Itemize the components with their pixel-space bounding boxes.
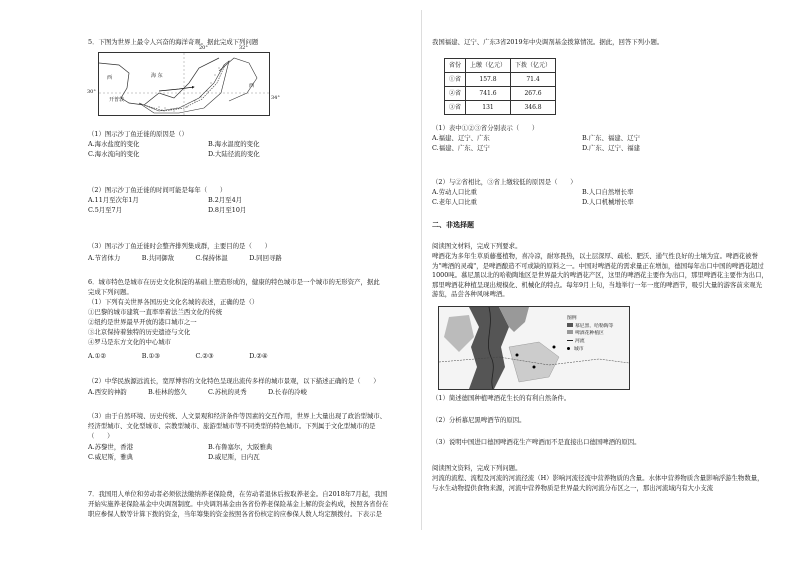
q5-1-options [88,140,328,159]
q6-3-line3: （ ） [88,432,114,440]
table-header: 省份 [445,59,466,73]
q7-line3: 职应参保人数等计算下拨的资金，当年筹集的资金按照各省份核定的应参保人数人均定额拨付。下表示是 [88,510,382,518]
table-cell: 71.4 [511,73,556,87]
table-row [445,87,556,101]
table-header: 下拨（亿元） [511,59,556,73]
q7-2-opt-d[interactable]: D.人口机械增长率 [582,197,634,206]
q7-2-options [432,188,732,207]
legend-swatch-4 [567,347,570,350]
q6-3-opt-a[interactable]: A.苏黎世，香港 [88,443,133,451]
q7-1-options [432,134,732,153]
q5-1-opt-c[interactable]: C.海水流向的变化 [88,149,140,158]
map-lat-right: 34° [271,95,280,101]
q5-2: （2）图示沙丁鱼迁徙的时间可能是每年（ ） [88,186,227,194]
legend-item-4: 城市 [574,346,584,352]
q6-3-options [88,443,328,462]
q6-2-opt-b[interactable]: B.桂林的悠久 [148,388,187,396]
q5-1-opt-d[interactable]: D.大陆径流的变化 [208,149,260,158]
q5-3-opt-c[interactable]: C.保持体温 [195,254,228,262]
q6-2: （2）中华民族源远流长，宽厚博容的文化特色呈现出流传多样的城市景观，以下描述正确的是（ ） [88,377,380,385]
q6-3-opt-b[interactable]: B.布鲁塞尔，大阪雅典 [208,443,273,451]
q7-line1: 7．我国用人单位和劳动者必须依法缴纳养老保险费，在劳动者退休后按取养老金。自2018年7月起，我国 [88,490,388,498]
q8-material: 啤酒花为多年生草质藤蔓植物，喜冷凉，耐寒畏热，以土层深厚、疏松、肥沃、通气性良好的土壤为宜。啤酒花被誉为"啤酒的灵魂"，是啤酒酿造不可或缺的原料之一。中国对啤酒花的需求量正在增加，德国每年出口中国的啤酒花超过1000吨。慕尼黑以北的哈勒陶地区是世界最大的啤酒花产区，这里的啤酒花主要作为出口，那里啤酒花主要作为出口，那里啤酒花种植呈现出规模化、机械化的特点。每年9月上旬，当地举行一年一度的啤酒节，吸引大量的游客前来观光游览，品尝各种风味啤酒。 [432,252,768,299]
q5-3-options [88,254,303,264]
q5-2-opt-c[interactable]: C.5月至7月 [88,205,122,214]
q5-3-opt-a[interactable]: A.节省体力 [88,254,121,262]
q6-1-opt-b[interactable]: B.①③ [141,352,160,360]
q7-1-opt-a[interactable]: A.福建、辽宁、广东 [432,134,490,142]
q6-1-item-2: ②纽约是世界最早开放的港口城市之一 [88,318,197,326]
sardine-map [87,45,280,116]
q7-2: （2）与②省相比，③省上缴较低的原因是（ ） [432,178,577,186]
q6-3-opt-d[interactable]: D.威尼斯，日内瓦 [208,452,260,461]
q6-2-opt-a[interactable]: A.西安的神韵 [88,388,127,396]
q8-1: （1）简述德国种植啤酒花生长的有利自然条件。 [432,394,571,402]
q5-1-opt-b[interactable]: B.海水温度的变化 [208,140,260,148]
table-row [445,101,556,115]
q7-1-opt-d[interactable]: D.广东、辽宁、福建 [582,143,641,152]
map-lat-bottom: 30° [87,89,96,95]
q6-1-item-4: ④罗马是东方文化的中心城市 [88,338,172,346]
q8-head: 阅读图文材料，完成下列要求。 [432,242,522,250]
q5-3-opt-b[interactable]: B.共同御敌 [141,254,175,262]
q6-3-line2: 经济型城市、文化型城市、宗教型城市、旅游型城市等不同类型的特色城市。下列属于文化型城市的是 [88,422,376,430]
q6-3-opt-c[interactable]: C.威尼斯，雅典 [88,452,134,461]
q6-1-options [88,352,303,362]
q6-1-opt-c[interactable]: C.②③ [195,352,214,360]
map-land-west: 西 [107,75,113,81]
q7-2-opt-b[interactable]: B.人口自然增长率 [582,188,634,196]
legend-item-1: 慕尼黑、哈勒陶等 [575,323,614,329]
q5-1: （1）图示沙丁鱼迁徙的原因是（） [88,130,188,138]
legend-item-3: 河流 [575,339,585,345]
q6-2-opt-d[interactable]: D.长春的冷峻 [268,388,307,396]
q5-2-opt-d[interactable]: D.8月至10月 [208,205,247,214]
table-cell: 131 [466,101,511,115]
q5-intro: 5．下图为世界上最令人兴奋的海洋奇观。据此完成下列问题 [88,38,259,46]
q6-2-options [88,388,328,398]
q7-1-opt-b[interactable]: B.广东、福建、辽宁 [582,134,640,142]
q8-2: （2）分析慕尼黑啤酒节的原因。 [432,416,526,424]
q6-1: （1）下列有关世界各国历史文化名城的表述，正确的是（） [88,298,259,306]
q5-2-opt-a[interactable]: A.11月至次年1月 [88,196,139,204]
q7-1-opt-c[interactable]: C.福建、广东、辽宁 [432,143,490,152]
q7-2-opt-c[interactable]: C.老年人口比重 [432,197,478,206]
q9-material: 河流的流程、流程及河流的河流径流（H）影响河流径流中营养物质的含量。水体中营养物质含量影响浮游生物数量，与水生动物提供食物来源，河流中营养物质是世界最大的河流分布区之一，那出河流域内有大小支流 [432,474,764,492]
table-header: 上缴（亿元） [466,59,511,73]
table-cell: ②省 [445,87,466,101]
legend-title: 图例 [567,316,577,321]
q5-2-options [88,196,328,215]
section-non-choice: 二、非选择题 [432,220,474,229]
q6-intro-line2: 完成下列问题。 [88,288,133,296]
q6-2-opt-c[interactable]: C.苏杭的灵秀 [208,388,247,396]
q6-intro-line1: 6．城市特色是城市在历史文化积淀的基础上塑造形成的，健康的特色城市是一个城市的无形资产，据此 [88,278,380,286]
hops-map [438,306,630,390]
q7-2-opt-a[interactable]: A.劳动人口比重 [432,188,477,196]
table-header-row [445,59,556,73]
q5-2-opt-b[interactable]: B.2月至4月 [208,196,243,204]
legend-swatch-1 [567,323,573,327]
q5-1-opt-a[interactable]: A.海水盐度的变化 [88,140,140,148]
sardine-map-figure [99,53,269,115]
q6-1-item-3: ③北京保持着独特的历史遗迹与文化 [88,328,191,336]
legend-item-2: 啤酒花种植区 [575,331,604,337]
q7-line2: 开始实施养老保险基金中央调剂制度。中央调剂基金由各省份养老保险基金上解的资金构成，按照各省份在 [88,500,389,508]
q7-intro-cont: 我国福建、辽宁、广东3省2019年中央调剂基金拨算情况。据此，回答下列小题。 [432,38,664,46]
map-land-east: 西 [249,83,255,89]
map-sea-label: 海 东 [151,73,163,79]
q5-3: （3）图示沙丁鱼迁徙时会整齐排列集成群，主要目的是（ ） [88,242,272,250]
legend-swatch-3 [567,340,573,341]
q6-3-line1: （3）由于自然环境、历史传统、人文景观和经济条件等因素的交互作用，世界上大量出现了政治型城市、 [88,412,387,420]
map-lon-label: 32° [239,45,248,51]
hops-map-legend [567,315,613,353]
map-lat-top: 20° [199,45,208,51]
table-cell: 741.6 [466,87,511,101]
pension-table [444,58,556,115]
q6-1-opt-d[interactable]: D.②④ [249,352,268,360]
table-cell: 157.8 [466,73,511,87]
column-divider [421,10,422,530]
table-cell: 346.8 [511,101,556,115]
q7-1: （1）表中①②③省分别表示（ ） [432,124,539,132]
q5-3-opt-d[interactable]: D.同回寻路 [249,254,282,262]
map-city: 开普敦 [109,97,125,103]
table-cell: ③省 [445,101,466,115]
q8-3: （3）说明中国进口德国啤酒花生产啤酒而不是直接出口德国啤酒的原因。 [432,438,641,446]
table-cell: ①省 [445,73,466,87]
q6-1-item-1: ①巴黎的城市建筑一直率率着法兰西文化的传统 [88,308,223,316]
table-cell: 267.6 [511,87,556,101]
table-row [445,73,556,87]
q6-1-opt-a[interactable]: A.①② [88,352,107,360]
legend-swatch-2 [567,330,573,334]
q9-head: 阅读图文资料，完成下列问题。 [432,464,522,472]
